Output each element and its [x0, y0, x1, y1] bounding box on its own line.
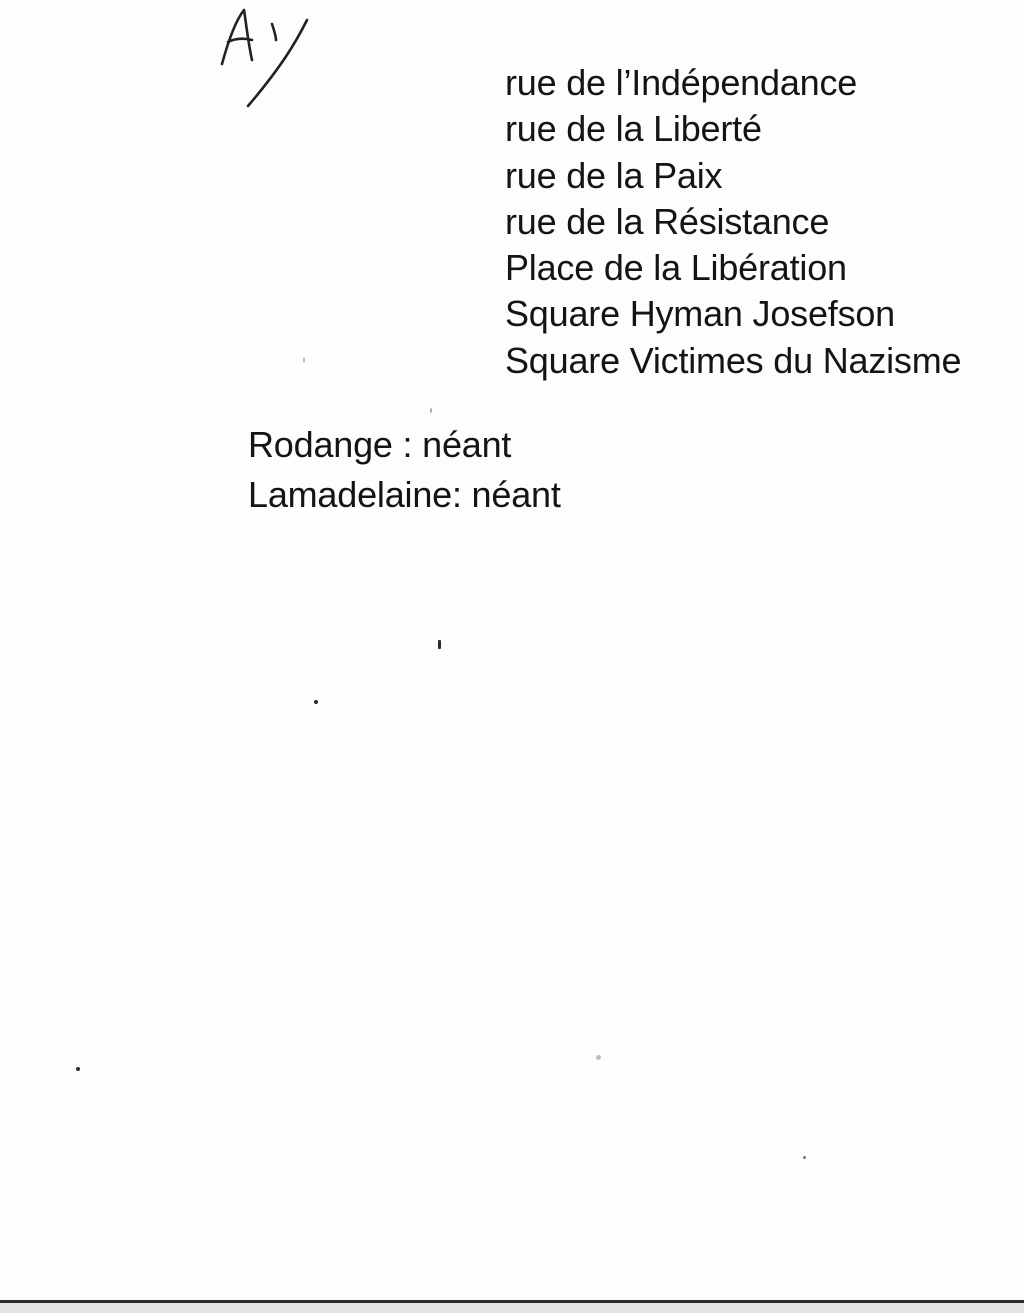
street-item: rue de la Paix: [505, 154, 723, 196]
street-name-list: [505, 60, 961, 384]
scan-speck: [76, 1067, 80, 1071]
street-item: Square Hyman Josefson: [505, 293, 896, 335]
handwritten-annotation: [214, 2, 324, 112]
scan-speck: [438, 640, 441, 649]
street-item: Place de la Libération: [505, 247, 847, 289]
locality-item: Rodange : néant: [248, 424, 512, 465]
street-item: rue de la Résistance: [505, 200, 830, 242]
scan-speck: [314, 700, 318, 704]
street-item: rue de l’Indépendance: [505, 62, 858, 103]
page-bottom-edge: [0, 1300, 1024, 1313]
street-item: Square Victimes du Nazisme: [505, 339, 962, 381]
scan-speck: [803, 1156, 806, 1159]
locality-list: [248, 420, 561, 520]
scan-speck: [303, 357, 305, 363]
scan-speck: [430, 408, 432, 413]
locality-item: Lamadelaine: néant: [248, 474, 561, 515]
scan-speck: [596, 1055, 601, 1060]
street-item: rue de la Liberté: [505, 108, 762, 150]
